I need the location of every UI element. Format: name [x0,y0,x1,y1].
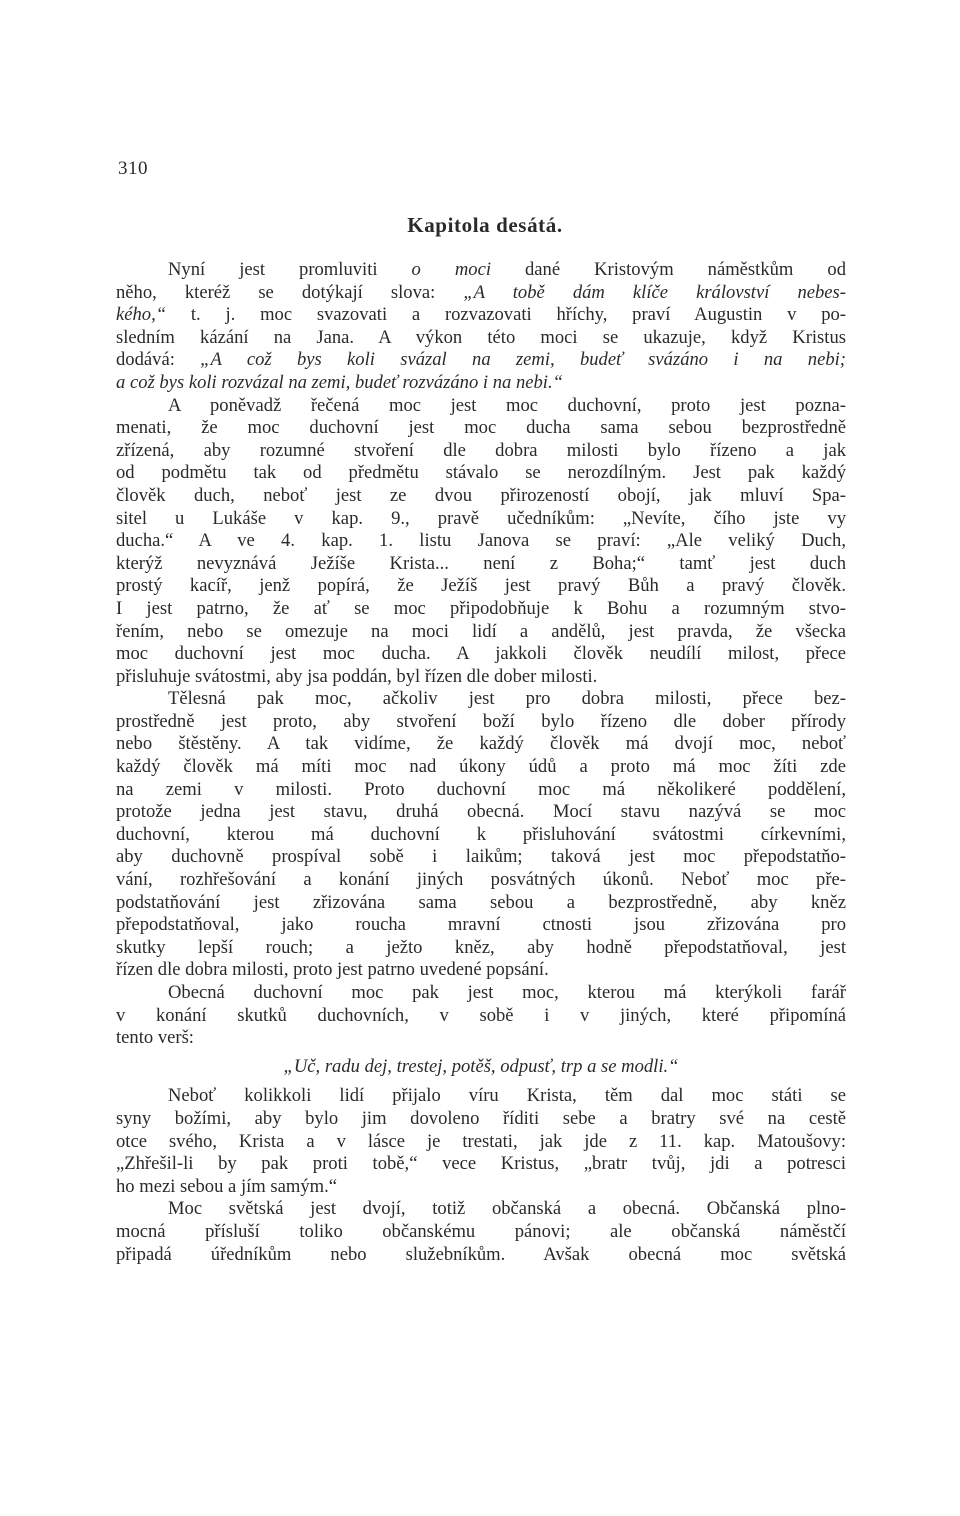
text-segment: dodává: [116,349,201,371]
text-segment: Nyní jest promluviti [168,259,412,280]
text-line [116,440,846,463]
text-segment: syny božími, aby bylo jim dovoleno říditi sebe a bratry své na cestě [116,1107,846,1129]
text-segment: nebo štěstěny. A tak vidíme, že každý člověk má dvojí moc, neboť [116,733,846,755]
text-line [116,282,846,305]
italic-segment: „A tobě dám klíče království nebes- [463,281,846,303]
text-segment: v konání skutků duchovních, v sobě i v jiných, které připomíná [116,1004,846,1026]
verse-line [116,1056,846,1079]
text-segment: od podmětu tak od předmětu stávalo se nerozdílným. Jest pak každý [116,462,846,484]
text-segment: otce svého, Krista a v lásce je trestati, jak jde z 11. kap. Matoušovy: [116,1130,846,1152]
text-segment: na zemi v milosti. Proto duchovní moc má několikeré poddělení, [116,778,846,800]
text-line [116,779,846,802]
text-line [116,1131,846,1154]
text-line [116,846,846,869]
text-line [116,1176,846,1199]
text-segment: „Zhřešil-li by pak proti tobě,“ vece Kristus, „bratr tvůj, jdi a potresci [116,1153,846,1175]
text-line [116,395,846,418]
text-line [116,959,846,982]
text-line [116,417,846,440]
text-line [116,1244,846,1267]
text-segment: A poněvadž řečená moc jest moc duchovní, proto jest pozna- [168,394,846,416]
text-line [116,1027,846,1050]
text-segment: dané Kristovým náměstkům od [491,259,846,280]
text-line [116,801,846,824]
italic-segment: „Uč, radu dej, trestej, potěš, odpusť, trp a se modli.“ [283,1055,679,1077]
text-segment: přisluhuje svátostmi, aby jsa poddán, byl řízen dle dober milosti. [116,665,598,687]
text-line [116,553,846,576]
text-segment: Tělesná pak moc, ačkoliv jest pro dobra milosti, přece bez- [168,688,846,710]
text-line [116,327,846,350]
text-line [116,733,846,756]
italic-segment: kého,“ [116,304,167,326]
text-line [116,1005,846,1028]
text-segment: t. j. moc svazovati a rozvazovati hříchy, praví Augustin v po- [166,304,846,326]
text-segment: ho mezi sebou a jím samým.“ [116,1175,338,1197]
text-segment: vání, rozhřešování a konání jiných posvátných úkonů. Neboť moc pře- [116,869,846,891]
text-line [116,508,846,531]
text-line [116,621,846,644]
text-segment: duchovní, kterou má duchovní k přisluhování svátostmi církevními, [116,823,846,845]
text-segment: mocná přísluší toliko občanskému pánovi; ale občanská náměstčí [116,1220,846,1242]
text-segment: tento verš: [116,1027,194,1049]
text-line [116,1153,846,1176]
text-segment: připadá úředníkům nebo služebníkům. Avšak obecná moc světská [116,1243,846,1265]
text-line [116,892,846,915]
page-number: 310 [118,158,148,179]
text-line [116,1108,846,1131]
text-line [116,372,846,395]
text-line [116,259,846,282]
text-segment: řením, nebo se omezuje na moci lidí a andělů, jest pravda, že všecka [116,620,846,642]
body-text [116,259,846,1266]
italic-segment: a což bys koli rozvázal na zemi, budeť rozvázáno i na nebi.“ [116,371,563,393]
text-segment: prostředně jest proto, aby stvoření boží bylo řízeno dle dober přírody [116,710,846,732]
text-line [116,869,846,892]
text-segment: menati, že moc duchovní jest moc ducha sama sebou bezprostředně [116,417,846,439]
text-line [116,756,846,779]
text-segment: aby duchovně prospíval sobě i laikům; taková jest moc přepodstatňo- [116,846,846,868]
text-segment: ducha.“ A ve 4. kap. 1. listu Janova se praví: „Ale veliký Duch, [116,530,846,552]
text-line [116,643,846,666]
text-line [116,1198,846,1221]
text-segment: člověk duch, neboť jest ze dvou přirozeností obojí, jak mluví Spa- [116,484,846,506]
text-segment: sledním kázání na Jana. A výkon této moci se ukazuje, když Kristus [116,326,846,348]
text-segment: zřízená, aby rozumné stvoření dle dobra milosti bylo řízeno a jak [116,439,846,461]
text-line [116,1085,846,1108]
text-line [116,598,846,621]
text-segment: přepodstatňoval, jako roucha mravní ctnosti jsou zřizována pro [116,914,846,936]
text-segment: sitel u Lukáše v kap. 9., pravě učedníkům: „Nevíte, čího jste vy [116,507,846,529]
text-segment: Moc světská jest dvojí, totiž občanská a obecná. Občanská plno- [168,1198,846,1220]
italic-segment: o moci [411,259,491,280]
text-line [116,688,846,711]
text-line [116,666,846,689]
text-line [116,530,846,553]
text-line [116,575,846,598]
text-segment: řízen dle dobra milosti, proto jest patrno uvedené popsání. [116,959,549,981]
text-segment: protože jedna jest stavu, druhá obecná. Mocí stavu nazývá se moc [116,801,846,823]
text-line [116,462,846,485]
text-segment: skutky lepší rouch; a ježto kněz, aby hodně přepodstatňoval, jest [116,936,846,958]
text-segment: moc duchovní jest moc ducha. A jakkoli člověk neudílí milost, přece [116,643,846,665]
text-segment: Neboť kolikkoli lidí přijalo víru Krista, těm dal moc státi se [168,1085,846,1107]
text-segment: kterýž nevyznává Ježíše Krista... není z Boha;“ tamť jest duch [116,552,846,574]
text-line [116,304,846,327]
text-line [116,711,846,734]
text-segment: něho, kteréž se dotýkají slova: [116,281,464,303]
text-line [116,982,846,1005]
text-line [116,937,846,960]
text-line [116,1221,846,1244]
italic-segment: „A což bys koli svázal na zemi, budeť svázáno i na nebi; [200,349,846,371]
chapter-title: Kapitola desátá. [407,213,563,237]
text-line [116,824,846,847]
text-segment: Obecná duchovní moc pak jest moc, kterou má kterýkoli farář [168,982,846,1003]
text-line [116,485,846,508]
text-line [116,349,846,372]
text-segment: I jest patrno, že ať se moc připodobňuje k Bohu a rozumným stvo- [116,597,846,619]
text-segment: podstatňování jest zřizována sama sebou a bezprostředně, aby kněz [116,891,846,913]
text-segment: každý člověk má míti moc nad úkony údů a proto má moc žíti zde [116,756,846,778]
text-segment: prostý kacíř, jenž popírá, že Ježíš jest pravý Bůh a pravý člověk. [116,575,846,597]
text-line [116,914,846,937]
